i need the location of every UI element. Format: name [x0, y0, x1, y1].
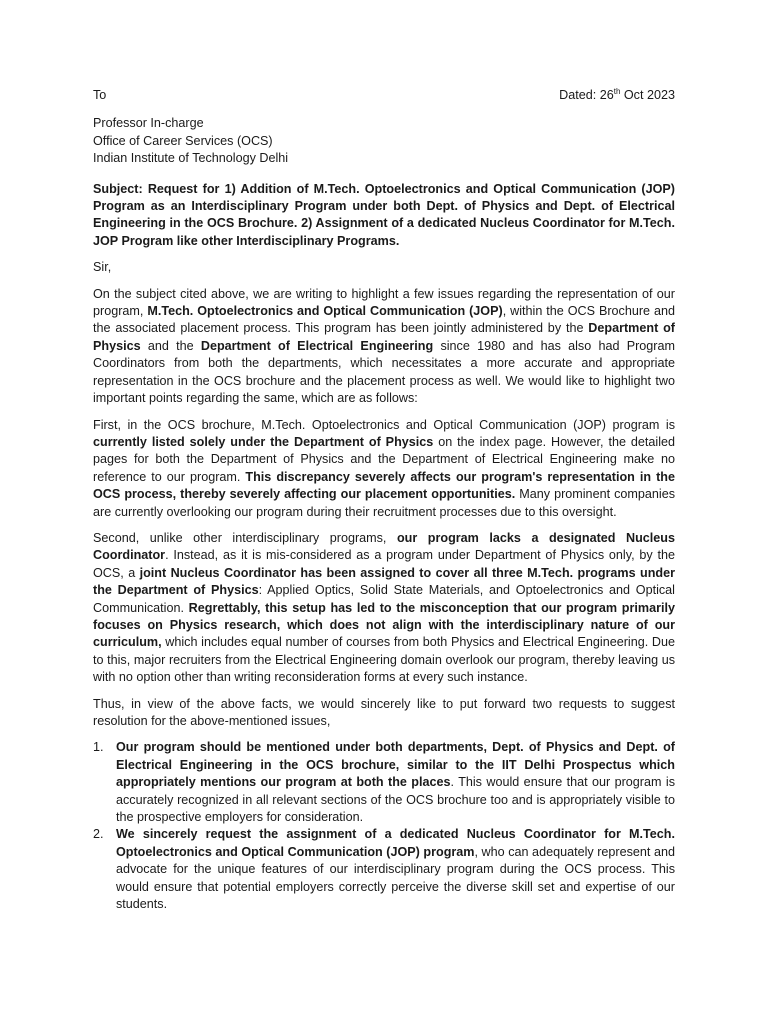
recipient-line: Professor In-charge — [93, 116, 204, 131]
requests-list — [93, 739, 675, 913]
recipient-line: Office of Career Services (OCS) — [93, 133, 273, 148]
paragraph-first-issue: First, in the OCS brochure, M.Tech. Optoelectronics and Optical Communication (JOP) program is currently listed solely under the Department of Physics on the index page. However, the detailed pages for both the Department of Physics and the Department of Electrical Engineering make no reference to our program. This discrepancy severely affects our program's representation in the OCS process, thereby severely affecting our placement opportunities. Many prominent companies are currently overlooking our program during their recruitment processes due to this oversight. — [93, 417, 676, 519]
recipient-block — [93, 115, 675, 167]
subject-line: Subject: Request for 1) Addition of M.Tech. Optoelectronics and Optical Communication (JOP) Program as an Interdisciplinary Program under both Dept. of Physics and Dept. of Electrical Engineering in the OCS Brochure. 2) Assignment of a dedicated Nucleus Coordinator for M.Tech. JOP Program like other Interdisciplinary Programs. — [93, 181, 675, 248]
list-item: 2. We sincerely request the assignment of a dedicated Nucleus Coordinator for M.Tech. Optoelectronics and Optical Communication (JOP) program, who can adequately represent and advocate for the unique features of our interdisciplinary program during the OCS process. This would ensure that potential employers correctly perceive the diverse skill set and expertise of our students. — [93, 827, 675, 912]
paragraph-intro: On the subject cited above, we are writing to highlight a few issues regarding the representation of our program, M.Tech. Optoelectronics and Optical Communication (JOP), within the OCS Brochure and the associated placement process. This program has been jointly administered by the Department of Physics and the Department of Electrical Engineering since 1980 and has also had Program Coordinators from both the departments, which necessitates a more accurate and appropriate representation in the OCS brochure and the placement process as well. We would like to highlight two important points regarding the same, which are as follows: — [93, 286, 675, 406]
salutation: Sir, — [93, 260, 112, 275]
letter-body — [93, 87, 675, 913]
letter-header — [93, 87, 675, 104]
paragraph-requests-intro: Thus, in view of the above facts, we would sincerely like to put forward two requests to suggest resolution for the above-mentioned issues, — [93, 696, 675, 728]
to-label: To — [93, 88, 107, 102]
list-item: 1. Our program should be mentioned under both departments, Dept. of Physics and Dept. of Electrical Engineering in the OCS brochure, similar to the IIT Delhi Prospectus which appropriately mentions our program at both the places. This would ensure that our program is accurately recognized in all relevant sections of the OCS brochure too and is appropriately visible to the prospective employers for consideration. — [93, 740, 675, 825]
recipient-line: Indian Institute of Technology Delhi — [93, 151, 289, 166]
paragraph-second-issue: Second, unlike other interdisciplinary programs, our program lacks a designated Nucleus Coordinator. Instead, as it is mis-considered as a program under Department of Physics only, by the OCS, a joint Nucleus Coordinator has been assigned to cover all three M.Tech. programs under the Department of Physics: Applied Optics, Solid State Materials, and Optoelectronics and Optical Communication. Regrettably, this setup has led to the misconception that our program primarily focuses on Physics research, which does not align with the interdisciplinary nature of our curriculum, which includes equal number of courses from both Physics and Electrical Engineering. Due to this, major recruiters from the Electrical Engineering domain overlook our program, thereby leaving us with no option other than writing reconsideration forms at every such instance. — [93, 530, 675, 685]
letter-date: Dated: 26th Oct 2023 — [559, 86, 675, 102]
